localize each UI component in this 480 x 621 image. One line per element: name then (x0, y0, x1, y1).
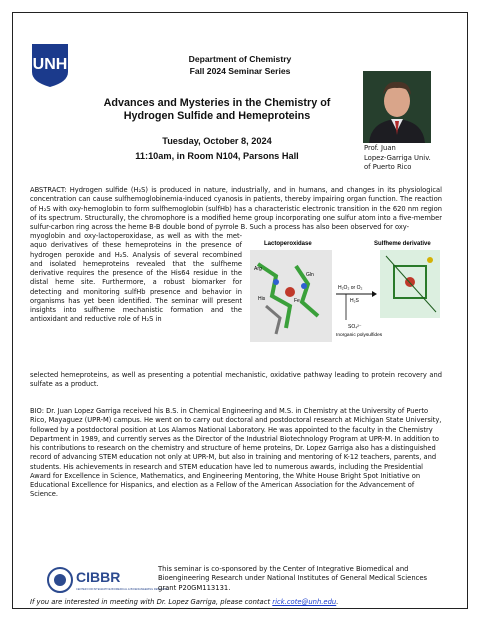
abstract-paragraph-left: myoglobin and oxy-lactoperoxidase, as well as with the met-aquo derivatives of these hemeproteins in the presence of hydrogen peroxide and H₂S. Analysis of several recombined and isolated hemeproteins revealed that the sulfheme derivative requires the presence of the His64 residue in the distal heme site. Furthermore, a robust biomarker for detecting and monitoring sulfHb presence and behavior in organisms has yet been identified. The seminar will present insights into sulfheme mechanistic formation and the antioxidant and reductive role of H₂S in (30, 232, 242, 324)
unh-logo-text: UNH (32, 56, 68, 73)
seminar-series: Fall 2024 Seminar Series (189, 65, 291, 76)
bio-paragraph: BIO: Dr. Juan Lopez Garriga received his B.S. in Chemical Engineering and M.S. in Chemistry at the University of Puerto Rico, Mayaguez (UPR-M) campus. He went on to carry out doctoral and postdoctoral research at Michigan State University, followed by a postdoctoral position at Los Alamos National Laboratory. He was appointed to the faculty in the Chemistry Department in 1989, and currently serves as the Director of the Industrial Biotechnology Program at UPR-M. In addition to his contributions to research on the chemistry and structure of heme proteins, Dr. Lopez Garriga also has a distinguished record of advancing STEM education not only at UPR-M, but also in training and mentoring of K-12 teachers, parents, and students. His achievements in research and STEM education have led to numerous awards, including the Presidential Award for Excellence in Science, Mathematics, and Engineering Mentoring, the White House Bright Spot Initiative on Educational Excellence for Hispanics, and election as a Fellow of the American Association for the Advancement of Science. (30, 407, 442, 499)
cibbr-logo (46, 565, 169, 595)
unh-logo (30, 42, 70, 88)
speaker-photo (363, 71, 431, 143)
title-line-2: Hydrogen Sulfide and Hemeproteins (123, 110, 311, 122)
protein-structure-image (250, 250, 332, 342)
reaction-figure (246, 236, 442, 351)
arrow-reagent-top: H₂O₂ or O₂ (338, 285, 363, 291)
speaker-line-3: of Puerto Rico (364, 163, 412, 171)
contact-end: . (336, 598, 339, 606)
header-block (138, 54, 342, 77)
abstract-paragraph-top: ABSTRACT: Hydrogen sulfide (H₂S) is produced in nature, industrially, and in humans, and changes in its physiological concentration can cause sulfhemoglobinemia-induced cyanosis in patients, thereby impairing organ function. The reaction of H₂S with oxy-hemoglobin to form sulfhemoglobin (sulfHb) has a characteristic electronic transition in the 620 nm region of its spectrum. Structurally, the chromophore is a modified heme group incorporating one sulfur atom into a five-member sulfur-carbon ring across the heme B-B double bond of pyrrole B. Such a process has also been observed for oxy- (30, 186, 442, 231)
residue-gln: Gln (306, 272, 314, 278)
figure-label-left: Lactoperoxidase (264, 241, 312, 247)
title-line-1: Advances and Mysteries in the Chemistry of (103, 97, 331, 109)
reaction-arrow (336, 285, 383, 338)
sponsor-text: This seminar is co-sponsored by the Center of Integrative Biomedical and Bioengineering Research under National Institutes of General Medical Sciences grant P20GM113131. (158, 565, 428, 592)
speaker-caption (364, 144, 464, 173)
sulfate-caption: Inorganic polysulfides (336, 333, 383, 338)
abstract-paragraph-bottom: selected hemeproteins, as well as presenting a potential mechanistic, oxidative pathway leading to protein recovery and sulfate as a product. (30, 371, 442, 389)
talk-date: Tuesday, October 8, 2024 (162, 136, 272, 146)
contact-text: If you are interested in meeting with Dr. Lopez Garriga, please contact (30, 598, 273, 606)
sulfate-product: SO₄²⁻ (348, 324, 362, 330)
figure-label-right: Sulfheme derivative (374, 241, 431, 247)
residue-his: His (258, 296, 266, 302)
cibbr-logo-subtext: CENTER FOR INTEGRATIVE BIOMEDICAL & BIOENGINEERING RESEARCH (76, 588, 169, 591)
date-time-block (92, 134, 342, 164)
arrow-reagent-bottom: H₂S (350, 298, 359, 304)
residue-arg: Arg (254, 266, 262, 272)
residue-fe: Fe (294, 298, 300, 304)
sulfheme-structure (380, 250, 440, 318)
speaker-line-2: Lopez-Garriga Univ. (364, 153, 431, 162)
talk-title (82, 97, 352, 123)
speaker-line-1: Prof. Juan (364, 144, 396, 152)
contact-footer (30, 598, 450, 607)
talk-time-location: 11:10am, in Room N104, Parsons Hall (135, 151, 299, 161)
contact-email-link[interactable]: rick.cote@unh.edu (272, 598, 337, 606)
department-name: Department of Chemistry (188, 54, 292, 64)
cibbr-logo-text: CIBBR (76, 569, 121, 585)
